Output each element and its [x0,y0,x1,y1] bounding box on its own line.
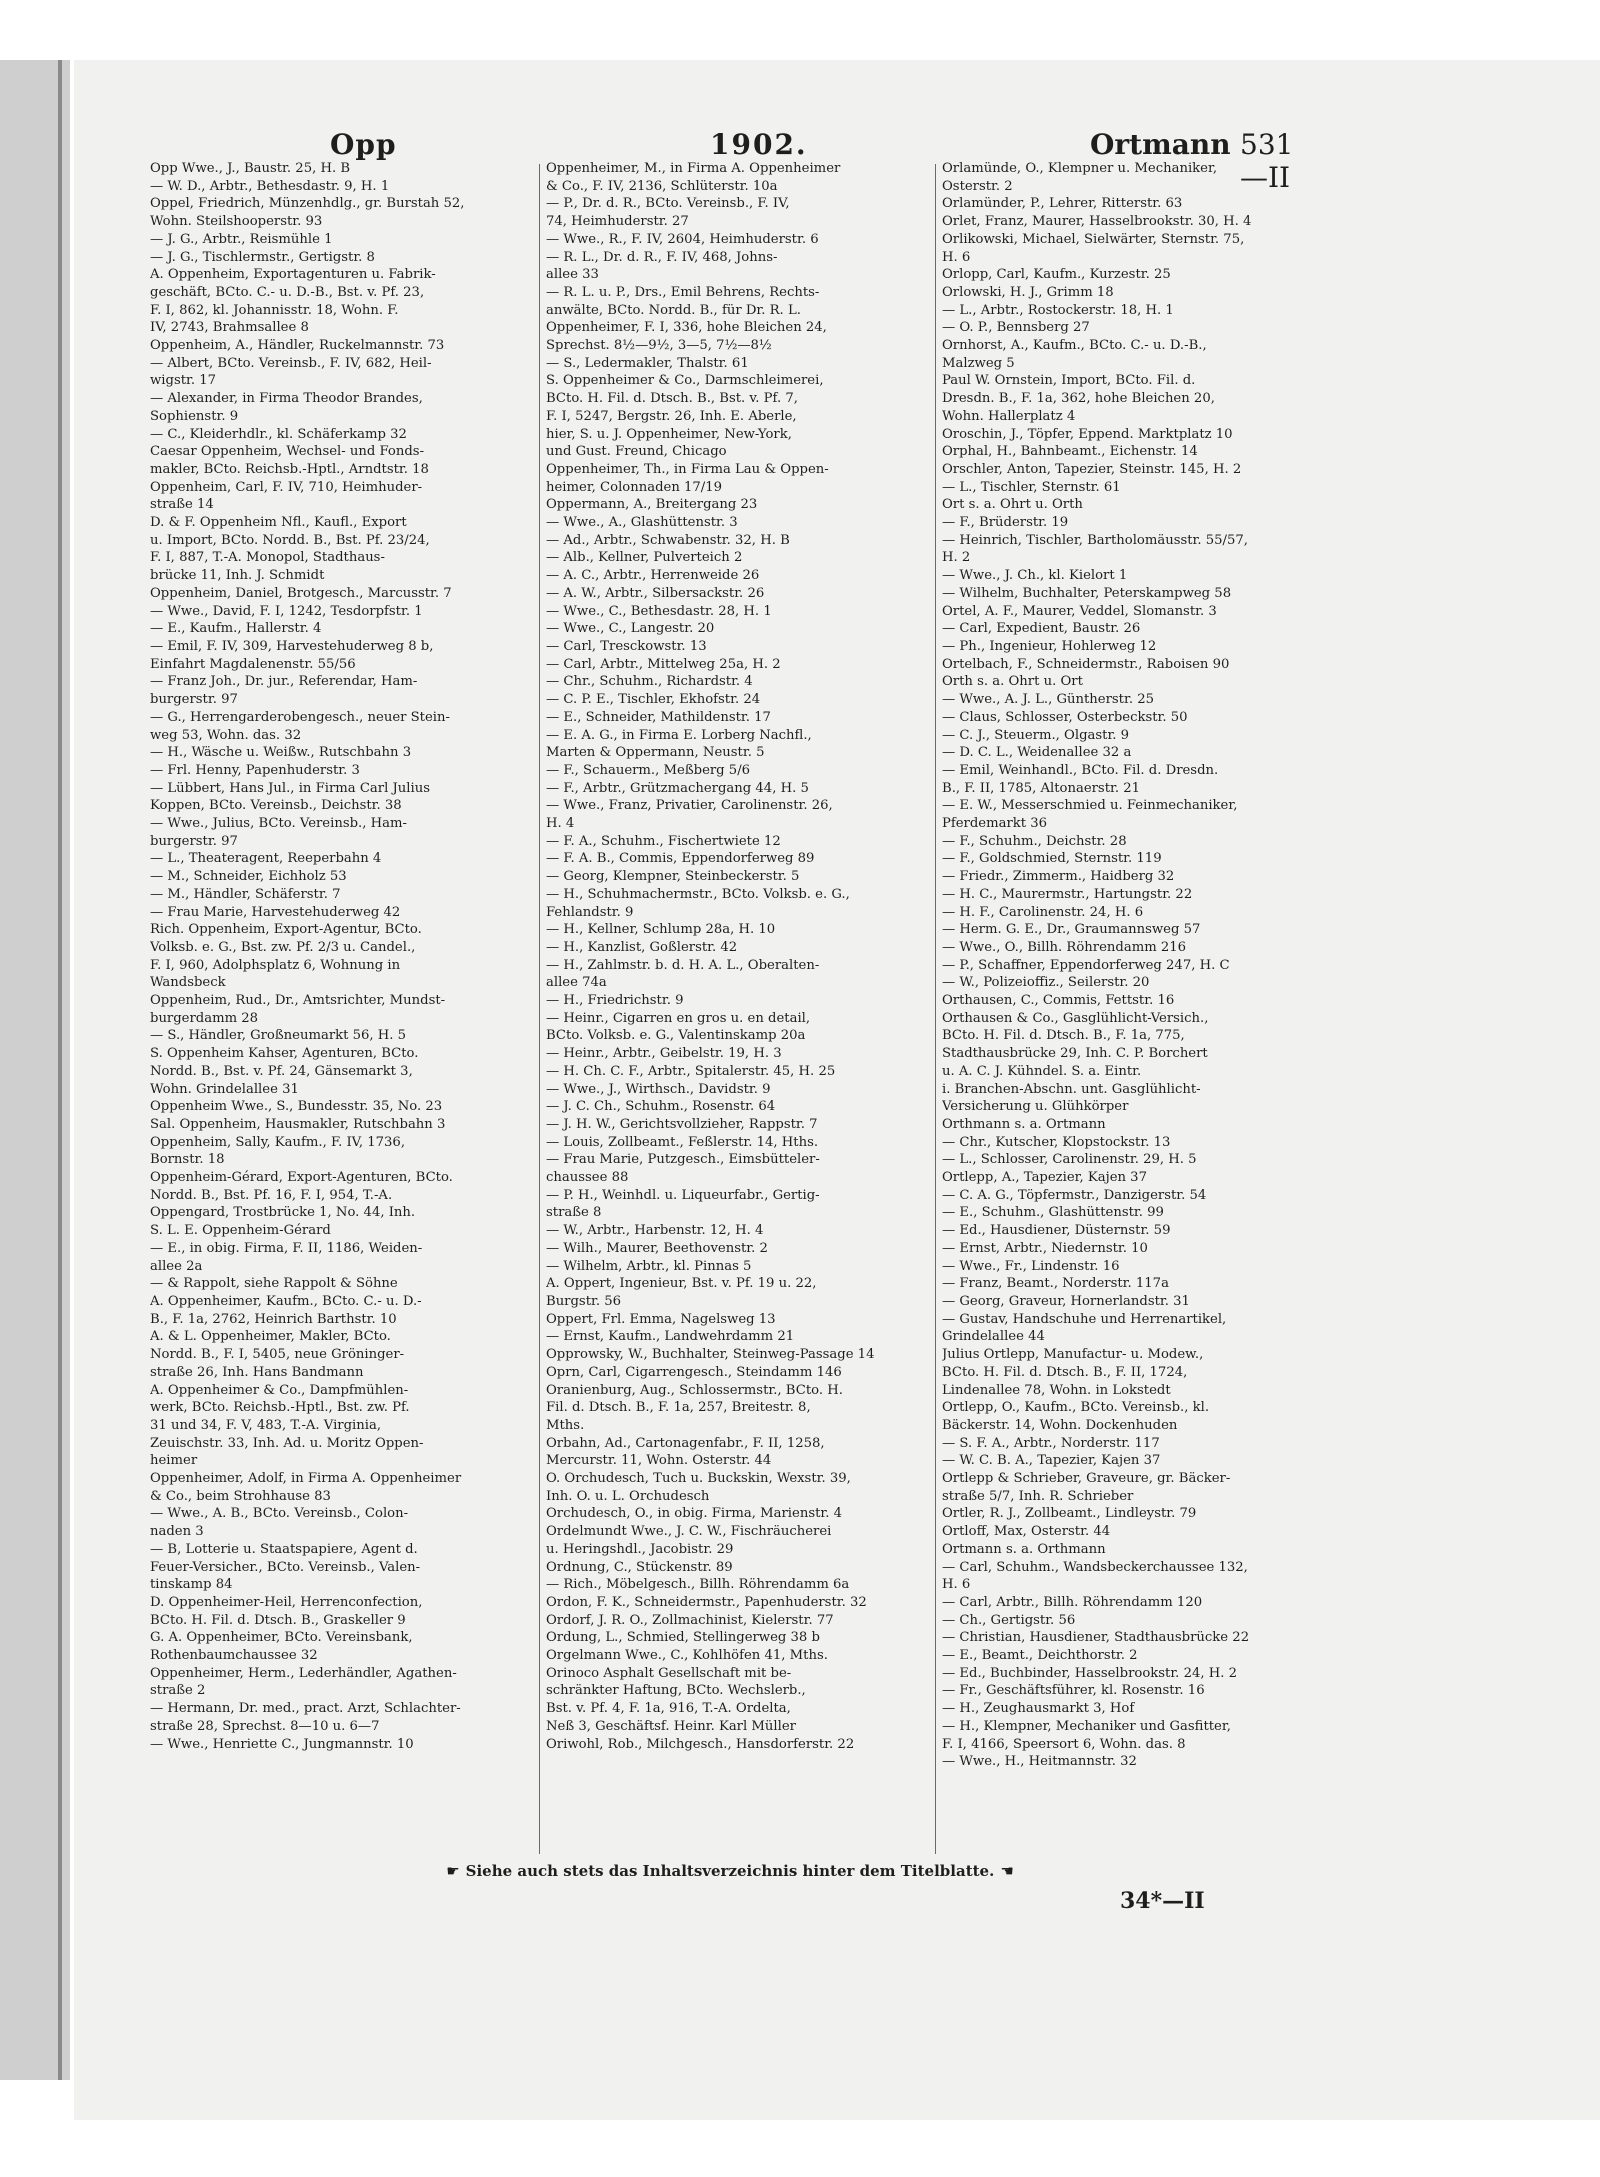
signature-mark: 34*—II [1120,1888,1205,1914]
entry-line: H. 2 [942,550,971,566]
entry-line: Orbahn, Ad., Cartonagenfabr., F. II, 1258, [546,1435,825,1451]
entry-line: — L., Schlosser, Carolinenstr. 29, H. 5 [942,1152,1197,1168]
entry-line: — C., Kleiderhdlr., kl. Schäferkamp 32 [150,426,407,442]
entry-line: Ort s. a. Ohrt u. Orth [942,497,1083,513]
entry-line: Oppenheim, Sally, Kaufm., F. IV, 1736, [150,1134,406,1150]
header-last-entry: Ortmann [1090,128,1231,161]
entry-line: Oriwohl, Rob., Milchgesch., Hansdorferstr. 22 [546,1736,855,1752]
entry-line: burgerdamm 28 [150,1010,259,1026]
entry-line: allee 33 [546,267,599,283]
entry-line: H. 6 [942,249,971,265]
entry-line: — E., in obig. Firma, F. II, 1186, Weiden- [150,1240,423,1256]
entry-line: — P., Dr. d. R., BCto. Vereinsb., F. IV, [546,196,790,212]
entry-line: BCto. H. Fil. d. Dtsch. B., F. II, 1724, [942,1364,1188,1380]
entry-line: — H., Wäsche u. Weißw., Rutschbahn 3 [150,745,412,761]
header-year: 1902. [710,128,808,161]
entry-line: tinskamp 84 [150,1577,233,1593]
entry-line: Mths. [546,1417,585,1433]
entry-line: — Franz, Beamt., Norderstr. 117a [942,1276,1169,1292]
entry-line: Oppert, Frl. Emma, Nagelsweg 13 [546,1311,776,1327]
entry-line: Pferdemarkt 36 [942,816,1048,832]
entry-line: Wohn. Grindelallee 31 [150,1081,299,1097]
entry-line: F. I, 4166, Speersort 6, Wohn. das. 8 [942,1736,1186,1752]
entry-line: F. I, 862, kl. Johannisstr. 18, Wohn. F. [150,302,399,318]
entry-line: Sal. Oppenheim, Hausmakler, Rutschbahn 3 [150,1116,446,1132]
entry-line: Julius Ortlepp, Manufactur- u. Modew., [942,1347,1204,1363]
entry-line: — A. W., Arbtr., Silbersackstr. 26 [546,585,765,601]
entry-line: anwälte, BCto. Nordd. B., für Dr. R. L. [546,302,801,318]
entry-line: Koppen, BCto. Vereinsb., Deichstr. 38 [150,798,402,814]
entry-line: Orthausen, C., Commis, Fettstr. 16 [942,993,1175,1009]
entry-line: Orinoco Asphalt Gesellschaft mit be- [546,1665,792,1681]
entry-line: D. Oppenheimer-Heil, Herrenconfection, [150,1594,423,1610]
entry-line: makler, BCto. Reichsb.-Hptl., Arndtstr. 18 [150,461,429,477]
entry-line: — Ed., Hausdiener, Düsternstr. 59 [942,1223,1171,1239]
entry-line: — Ed., Buchbinder, Hasselbrookstr. 24, H. 2 [942,1665,1238,1681]
entry-line: Orchudesch, O., in obig. Firma, Marienstr. 4 [546,1506,843,1522]
entry-line: Marten & Oppermann, Neustr. 5 [546,745,765,761]
entry-line: — E. W., Messerschmied u. Feinmechaniker, [942,798,1238,814]
entry-line: Nordd. B., Bst. v. Pf. 24, Gänsemarkt 3, [150,1063,413,1079]
entry-line: — F., Schuhm., Deichstr. 28 [942,833,1127,849]
entry-line: — Wwe., Julius, BCto. Vereinsb., Ham- [150,816,407,832]
entry-line: Oranienburg, Aug., Schlossermstr., BCto. H. [546,1382,843,1398]
entry-line: 31 und 34, F. V, 483, T.-A. Virginia, [150,1417,382,1433]
entry-line: — Claus, Schlosser, Osterbeckstr. 50 [942,709,1188,725]
entry-line: Ordon, F. K., Schneidermstr., Papenhuderstr. 32 [546,1594,867,1610]
entry-line: — S., Händler, Großneumarkt 56, H. 5 [150,1028,407,1044]
entry-line: O. Orchudesch, Tuch u. Buckskin, Wexstr. 39, [546,1471,851,1487]
entry-line: — Ch., Gertigstr. 56 [942,1612,1076,1628]
entry-line: — H., Kanzlist, Goßlerstr. 42 [546,939,738,955]
entry-line: Oppenheimer, F. I, 336, hohe Bleichen 24, [546,320,827,336]
entry-line: Ordung, L., Schmied, Stellingerweg 38 b [546,1630,820,1646]
entry-line: — F., Goldschmied, Sternstr. 119 [942,851,1162,867]
entry-line: Oppenheim, A., Händler, Ruckelmannstr. 73 [150,338,445,354]
entry-line: Orlamünder, P., Lehrer, Ritterstr. 63 [942,196,1183,212]
entry-line: — C. P. E., Tischler, Ekhofstr. 24 [546,692,761,708]
entry-line: straße 26, Inh. Hans Bandmann [150,1364,364,1380]
entry-line: Oppenheim, Daniel, Brotgesch., Marcusstr. 7 [150,585,452,601]
entry-line: Sprechst. 8½—9½, 3—5, 7½—8½ [546,338,772,354]
entry-line: Dresdn. B., F. 1a, 362, hohe Bleichen 20, [942,391,1215,407]
entry-line: — F., Brüderstr. 19 [942,515,1069,531]
entry-line: — Heinr., Cigarren en gros u. en detail, [546,1010,811,1026]
entry-line: Paul W. Ornstein, Import, BCto. Fil. d. [942,373,1196,389]
entry-line: brücke 11, Inh. J. Schmidt [150,568,325,584]
entry-line: — Chr., Kutscher, Klopstockstr. 13 [942,1134,1171,1150]
entry-line: heimer, Colonnaden 17/19 [546,479,723,495]
entry-line: BCto. H. Fil. d. Dtsch. B., F. 1a, 775, [942,1028,1185,1044]
entry-line: Oppenheimer, Adolf, in Firma A. Oppenheimer [150,1471,462,1487]
column-2 [546,160,926,1870]
entry-line: — Carl, Tresckowstr. 13 [546,638,707,654]
entry-line: — Wilhelm, Buchhalter, Peterskampweg 58 [942,585,1232,601]
entry-line: BCto. H. Fil. d. Dtsch. B., Graskeller 9 [150,1612,406,1628]
footer-note [410,1862,1050,1880]
entry-line: — H., Schuhmachermstr., BCto. Volksb. e. G., [546,886,850,902]
entry-line: u. A. C. J. Kühndel. S. a. Eintr. [942,1063,1142,1079]
entry-line: — E., Schuhm., Glashüttenstr. 99 [942,1205,1164,1221]
entry-line: geschäft, BCto. C.- u. D.-B., Bst. v. Pf. 23, [150,284,425,300]
entry-line: — H. F., Carolinenstr. 24, H. 6 [942,904,1144,920]
entry-line: — H., Klempner, Mechaniker und Gasfitter, [942,1718,1231,1734]
entry-line: — W., Arbtr., Harbenstr. 12, H. 4 [546,1223,764,1239]
entry-line: — Georg, Klempner, Steinbeckerstr. 5 [546,869,800,885]
entry-line: — G., Herrengarderobengesch., neuer Stein- [150,709,450,725]
entry-line: Ortel, A. F., Maurer, Veddel, Slomanstr. 3 [942,603,1217,619]
entry-line: Sophienstr. 9 [150,408,239,424]
entry-line: Opp Wwe., J., Baustr. 25, H. B [150,161,351,176]
entry-line: Oppenheimer, Th., in Firma Lau & Oppen- [546,461,829,477]
entry-line: straße 28, Sprechst. 8—10 u. 6—7 [150,1718,380,1734]
entry-line: Ortlepp & Schrieber, Graveure, gr. Bäcker- [942,1471,1231,1487]
entry-line: Rothenbaumchaussee 32 [150,1648,318,1664]
entry-line: — M., Schneider, Eichholz 53 [150,869,347,885]
entry-line: — J. G., Arbtr., Reismühle 1 [150,231,333,247]
entry-line: — Frau Marie, Harvestehuderweg 42 [150,904,401,920]
entry-line: IV, 2743, Brahmsallee 8 [150,320,309,336]
entry-line: Orth s. a. Ohrt u. Ort [942,674,1083,690]
entry-line: B., F. II, 1785, Altonaerstr. 21 [942,780,1141,796]
entry-line: heimer [150,1453,198,1469]
entry-line: Oppenheimer, Herm., Lederhändler, Agathen- [150,1665,457,1681]
entry-line: Lindenallee 78, Wohn. in Lokstedt [942,1382,1171,1398]
entry-line: — Georg, Graveur, Hornerlandstr. 31 [942,1294,1190,1309]
entry-line: — Wwe., Fr., Lindenstr. 16 [942,1258,1120,1274]
entry-line: Burgstr. 56 [546,1294,622,1309]
entry-line: — E. A. G., in Firma E. Lorberg Nachfl., [546,727,812,743]
entry-line: — Alexander, in Firma Theodor Brandes, [150,391,423,407]
entry-line: Ortlepp, O., Kaufm., BCto. Vereinsb., kl. [942,1400,1210,1416]
entry-line: BCto. Volksb. e. G., Valentinskamp 20a [546,1028,806,1044]
entry-line: — H. C., Maurermstr., Hartungstr. 22 [942,886,1193,902]
entry-line: S. L. E. Oppenheim-Gérard [150,1223,331,1239]
entry-line: — P. H., Weinhdl. u. Liqueurfabr., Gertig- [546,1187,820,1203]
entry-line: — R. L., Dr. d. R., F. IV, 468, Johns- [546,249,778,265]
entry-line: Feuer-Versicher., BCto. Vereinsb., Valen- [150,1559,421,1575]
entry-line: A. Oppenheimer & Co., Dampfmühlen- [150,1382,409,1398]
entry-line: Grindelallee 44 [942,1329,1045,1345]
entry-line: naden 3 [150,1524,204,1540]
entry-line: Orlopp, Carl, Kaufm., Kurzestr. 25 [942,267,1171,283]
entry-line: — A. C., Arbtr., Herrenweide 26 [546,568,760,584]
entry-line: Caesar Oppenheim, Wechsel- und Fonds- [150,444,425,460]
entry-line: — Herm. G. E., Dr., Graumannsweg 57 [942,922,1201,938]
entry-line: — Gustav, Handschuhe und Herrenartikel, [942,1311,1227,1327]
entry-line: — H. Ch. C. F., Arbtr., Spitalerstr. 45, H. 25 [546,1063,836,1079]
entry-line: Oppenheim, Rud., Dr., Amtsrichter, Mundst- [150,993,446,1009]
entry-line: Einfahrt Magdalenenstr. 55/56 [150,656,356,672]
entry-line: Fil. d. Dtsch. B., F. 1a, 257, Breitestr. 8, [546,1400,811,1416]
entry-line: B., F. 1a, 2762, Heinrich Barthstr. 10 [150,1311,397,1327]
entry-line: Ortmann s. a. Orthmann [942,1541,1106,1557]
column-divider [935,164,936,1854]
entry-line: straße 8 [546,1205,602,1221]
entry-line: F. I, 5247, Bergstr. 26, Inh. E. Aberle, [546,408,797,424]
entry-line: — Louis, Zollbeamt., Feßlerstr. 14, Hths. [546,1134,819,1150]
entry-line: Orthausen & Co., Gasglühlicht-Versich., [942,1010,1209,1026]
entry-line: — Carl, Expedient, Baustr. 26 [942,621,1141,637]
entry-line: Inh. O. u. L. Orchudesch [546,1488,710,1504]
entry-line: — J. H. W., Gerichtsvollzieher, Rappstr. 7 [546,1116,818,1132]
entry-line: — P., Schaffner, Eppendorferweg 247, H. C [942,957,1230,973]
entry-line: Bst. v. Pf. 4, F. 1a, 916, T.-A. Ordelta, [546,1701,791,1717]
entry-line: — Friedr., Zimmerm., Haidberg 32 [942,869,1175,885]
entry-line: Osterstr. 2 [942,178,1013,194]
entry-line: Oppermann, A., Breitergang 23 [546,497,758,513]
entry-line: BCto. H. Fil. d. Dtsch. B., Bst. v. Pf. 7, [546,391,798,407]
entry-line: Ornhorst, A., Kaufm., BCto. C.- u. D.-B., [942,338,1207,354]
entry-line: straße 5/7, Inh. R. Schrieber [942,1488,1134,1504]
entry-line: — J. C. Ch., Schuhm., Rosenstr. 64 [546,1099,776,1115]
entry-line: Mercurstr. 11, Wohn. Osterstr. 44 [546,1453,772,1469]
entry-line: — M., Händler, Schäferstr. 7 [150,886,341,902]
entry-line: A. Oppenheim, Exportagenturen u. Fabrik- [150,267,436,283]
entry-line: — Wwe., A. B., BCto. Vereinsb., Colon- [150,1506,409,1522]
entry-line: u. Heringshdl., Jacobistr. 29 [546,1541,734,1557]
entry-line: — Ad., Arbtr., Schwabenstr. 32, H. B [546,532,790,548]
entry-line: — F., Arbtr., Grützmachergang 44, H. 5 [546,780,809,796]
entry-line: — Wilhelm, Arbtr., kl. Pinnas 5 [546,1258,752,1274]
entry-line: A. Oppert, Ingenieur, Bst. v. Pf. 19 u. 22, [546,1276,817,1292]
entry-line: — Wwe., C., Bethesdastr. 28, H. 1 [546,603,772,619]
entry-line: — E., Beamt., Deichthorstr. 2 [942,1648,1138,1664]
entry-line: — F. A. B., Commis, Eppendorferweg 89 [546,851,815,867]
entry-line: — E., Kaufm., Hallerstr. 4 [150,621,322,637]
entry-line: — Wwe., J., Wirthsch., Davidstr. 9 [546,1081,771,1097]
entry-line: Ordnung, C., Stückenstr. 89 [546,1559,733,1575]
entry-line: Ortelbach, F., Schneidermstr., Raboisen 90 [942,656,1230,672]
entry-line: — Wilh., Maurer, Beethovenstr. 2 [546,1240,768,1256]
pointing-hand-icon: ☛ [446,1862,460,1880]
entry-line: — Albert, BCto. Vereinsb., F. IV, 682, Heil- [150,355,432,371]
page-number: 531—II [1240,128,1294,194]
entry-line: — Emil, Weinhandl., BCto. Fil. d. Dresdn. [942,762,1219,778]
entry-line: Rich. Oppenheim, Export-Agentur, BCto. [150,922,422,938]
pointing-hand-icon: ☚ [1000,1862,1014,1880]
entry-line: — C. J., Steuerm., Olgastr. 9 [942,727,1130,743]
entry-line: — Ernst, Arbtr., Niedernstr. 10 [942,1240,1148,1256]
entry-line: Nordd. B., Bst. Pf. 16, F. I, 954, T.-A. [150,1187,393,1203]
entry-line: chaussee 88 [546,1170,629,1186]
entry-line: — Wwe., R., F. IV, 2604, Heimhuderstr. 6 [546,231,819,247]
entry-line: — H., Friedrichstr. 9 [546,993,684,1009]
entry-line: Wohn. Steilshooperstr. 93 [150,214,323,230]
entry-line: — Wwe., O., Billh. Röhrendamm 216 [942,939,1187,955]
entry-line: G. A. Oppenheimer, BCto. Vereinsbank, [150,1630,413,1646]
entry-line: Opprowsky, W., Buchhalter, Steinweg-Passage 14 [546,1347,875,1363]
entry-line: Bornstr. 18 [150,1152,225,1168]
entry-line: — L., Theateragent, Reeperbahn 4 [150,851,382,867]
entry-line: burgerstr. 97 [150,692,238,708]
entry-line: — O. P., Bennsberg 27 [942,320,1090,336]
entry-line: — Ernst, Kaufm., Landwehrdamm 21 [546,1329,795,1345]
entry-line: — R. L. u. P., Drs., Emil Behrens, Rechts- [546,284,820,300]
entry-line: Ortloff, Max, Osterstr. 44 [942,1524,1111,1540]
entry-line: H. 4 [546,816,575,832]
entry-line: Volksb. e. G., Bst. zw. Pf. 2/3 u. Candel., [150,939,416,955]
entry-line: — H., Zeughausmarkt 3, Hof [942,1701,1135,1717]
column-1 [150,160,530,1870]
entry-line: & Co., F. IV, 2136, Schlüterstr. 10a [546,178,778,194]
entry-line: — Wwe., A., Glashüttenstr. 3 [546,515,738,531]
entry-line: straße 2 [150,1683,206,1699]
entry-line: — B, Lotterie u. Staatspapiere, Agent d. [150,1541,418,1557]
entry-line: — L., Tischler, Sternstr. 61 [942,479,1121,495]
entry-line: — Frl. Henny, Papenhuderstr. 3 [150,762,360,778]
entry-line: Bäckerstr. 14, Wohn. Dockenhuden [942,1417,1178,1433]
entry-line: — Wwe., David, F. I, 1242, Tesdorpfstr. 1 [150,603,423,619]
entry-line: — Wwe., J. Ch., kl. Kielort 1 [942,568,1128,584]
entry-line: — J. G., Tischlermstr., Gertigstr. 8 [150,249,375,265]
entry-line: Versicherung u. Glühkörper [942,1099,1129,1115]
entry-line: i. Branchen-Abschn. unt. Gasglühlicht- [942,1081,1201,1097]
entry-line: — F., Schauerm., Meßberg 5/6 [546,762,751,778]
entry-line: schränkter Haftung, BCto. Wechslerb., [546,1683,806,1699]
entry-line: u. Import, BCto. Nordd. B., Bst. Pf. 23/24, [150,532,430,548]
entry-line: straße 14 [150,497,214,513]
footer-note-text: Siehe auch stets das Inhaltsverzeichnis hinter dem Titelblatte. [465,1862,995,1880]
entry-line: — F. A., Schuhm., Fischertwiete 12 [546,833,781,849]
entry-line: — S., Ledermakler, Thalstr. 61 [546,355,749,371]
entry-line: F. I, 887, T.-A. Monopol, Stadthaus- [150,550,385,566]
entry-line: Ordorf, J. R. O., Zollmachinist, Kielerstr. 77 [546,1612,834,1628]
entry-line: — Carl, Arbtr., Billh. Röhrendamm 120 [942,1594,1203,1610]
entry-line: — E., Schneider, Mathildenstr. 17 [546,709,771,725]
entry-line: — Chr., Schuhm., Richardstr. 4 [546,674,753,690]
entry-line: Orlet, Franz, Maurer, Hasselbrookstr. 30, H. 4 [942,214,1252,230]
entry-line: burgerstr. 97 [150,833,238,849]
entry-line: Orlowski, H. J., Grimm 18 [942,284,1114,300]
entry-line: — Ph., Ingenieur, Hohlerweg 12 [942,638,1157,654]
entry-line: — Heinrich, Tischler, Bartholomäusstr. 55/57, [942,532,1248,548]
entry-line: Orschler, Anton, Tapezier, Steinstr. 145, H. 2 [942,461,1242,477]
entry-line: — H., Zahlmstr. b. d. H. A. L., Oberalten- [546,957,820,973]
entry-line: Oppenheim-Gérard, Export-Agenturen, BCto. [150,1170,453,1186]
entry-line: Oppengard, Trostbrücke 1, No. 44, Inh. [150,1205,416,1221]
entry-line: — C. A. G., Töpfermstr., Danzigerstr. 54 [942,1187,1207,1203]
gutter-line [58,60,62,2080]
entry-line: wigstr. 17 [150,373,217,389]
entry-columns [150,160,1340,1870]
entry-line: weg 53, Wohn. das. 32 [150,727,302,743]
entry-line: Fehlandstr. 9 [546,904,634,920]
entry-line: — W. D., Arbtr., Bethesdastr. 9, H. 1 [150,178,390,194]
entry-line: Orlamünde, O., Klempner u. Mechaniker, [942,161,1218,176]
entry-line: Orphal, H., Bahnbeamt., Eichenstr. 14 [942,444,1198,460]
entry-line: Oprn, Carl, Cigarrengesch., Steindamm 146 [546,1364,842,1380]
entry-line: Ortlepp, A., Tapezier, Kajen 37 [942,1170,1147,1186]
entry-line: Oroschin, J., Töpfer, Eppend. Marktplatz 10 [942,426,1233,442]
entry-line: Ortler, R. J., Zollbeamt., Lindleystr. 79 [942,1506,1197,1522]
entry-line: Wandsbeck [150,975,226,991]
entry-line: — L., Arbtr., Rostockerstr. 18, H. 1 [942,302,1174,318]
entry-line: Wohn. Hallerplatz 4 [942,408,1076,424]
entry-line: Oppenheim, Carl, F. IV, 710, Heimhuder- [150,479,423,495]
entry-line: F. I, 960, Adolphsplatz 6, Wohnung in [150,957,401,973]
entry-line: — Franz Joh., Dr. jur., Referendar, Ham- [150,674,418,690]
entry-line: — D. C. L., Weidenallee 32 a [942,745,1132,761]
entry-line: — Heinr., Arbtr., Geibelstr. 19, H. 3 [546,1046,782,1062]
entry-line: — Fr., Geschäftsführer, kl. Rosenstr. 16 [942,1683,1205,1699]
entry-line: Nordd. B., F. I, 5405, neue Gröninger- [150,1347,405,1363]
entry-line: Orgelmann Wwe., C., Kohlhöfen 41, Mths. [546,1648,828,1664]
entry-line: — Frau Marie, Putzgesch., Eimsbütteler- [546,1152,820,1168]
entry-line: — Wwe., Franz, Privatier, Carolinenstr. 26, [546,798,833,814]
entry-line: D. & F. Oppenheim Nfl., Kaufl., Export [150,515,407,531]
header-first-entry: Opp [330,128,397,161]
entry-line: — Emil, F. IV, 309, Harvestehuderweg 8 b, [150,638,434,654]
entry-line: — W. C. B. A., Tapezier, Kajen 37 [942,1453,1161,1469]
entry-line: S. Oppenheimer & Co., Darmschleimerei, [546,373,824,389]
entry-line: — Alb., Kellner, Pulverteich 2 [546,550,743,566]
entry-line: — Rich., Möbelgesch., Billh. Röhrendamm 6a [546,1577,850,1593]
entry-line: Oppenheimer, M., in Firma A. Oppenheimer [546,161,841,176]
entry-line: allee 74a [546,975,607,991]
entry-line: Malzweg 5 [942,355,1015,371]
entry-line: hier, S. u. J. Oppenheimer, New-York, [546,426,792,442]
entry-line: Orlikowski, Michael, Sielwärter, Sternstr. 75, [942,231,1245,247]
entry-line: — Carl, Arbtr., Mittelweg 25a, H. 2 [546,656,781,672]
column-3 [942,160,1322,1870]
entry-line: — Lübbert, Hans Jul., in Firma Carl Julius [150,780,430,796]
column-divider [539,164,540,1854]
entry-line: — Carl, Schuhm., Wandsbeckerchaussee 132, [942,1559,1248,1575]
entry-line: Orthmann s. a. Ortmann [942,1116,1106,1132]
entry-line: — Hermann, Dr. med., pract. Arzt, Schlachter- [150,1701,461,1717]
entry-line: — H., Kellner, Schlump 28a, H. 10 [546,922,776,938]
entry-line: A. & L. Oppenheimer, Makler, BCto. [150,1329,391,1345]
entry-line: Ordelmundt Wwe., J. C. W., Fischräucherei [546,1524,832,1540]
entry-line: A. Oppenheimer, Kaufm., BCto. C.- u. D.- [150,1294,422,1309]
entry-line: — W., Polizeioffiz., Seilerstr. 20 [942,975,1150,991]
entry-line: — & Rappolt, siehe Rappolt & Söhne [150,1276,398,1292]
entry-line: werk, BCto. Reichsb.-Hptl., Bst. zw. Pf. [150,1400,410,1416]
entry-line: S. Oppenheim Kahser, Agenturen, BCto. [150,1046,419,1062]
entry-line: — S. F. A., Arbtr., Norderstr. 117 [942,1435,1160,1451]
entry-line: & Co., beim Strohhause 83 [150,1488,331,1504]
entry-line: — Wwe., C., Langestr. 20 [546,621,715,637]
entry-line: Oppenheim Wwe., S., Bundesstr. 35, No. 23 [150,1099,443,1115]
entry-line: Stadthausbrücke 29, Inh. C. P. Borchert [942,1046,1208,1062]
entry-line: — Wwe., H., Heitmannstr. 32 [942,1754,1137,1770]
entry-line: Oppel, Friedrich, Münzenhdlg., gr. Burstah 52, [150,196,465,212]
entry-line: allee 2a [150,1258,203,1274]
entry-line: und Gust. Freund, Chicago [546,444,727,460]
entry-line: — Wwe., A. J. L., Güntherstr. 25 [942,692,1154,708]
entry-line: Neß 3, Geschäftsf. Heinr. Karl Müller [546,1718,796,1734]
entry-line: H. 6 [942,1577,971,1593]
entry-line: — Wwe., Henriette C., Jungmannstr. 10 [150,1736,414,1752]
entry-line: Zeuischstr. 33, Inh. Ad. u. Moritz Oppen- [150,1435,424,1451]
entry-line: 74, Heimhuderstr. 27 [546,214,689,230]
entry-line: — Christian, Hausdiener, Stadthausbrücke 22 [942,1630,1250,1646]
